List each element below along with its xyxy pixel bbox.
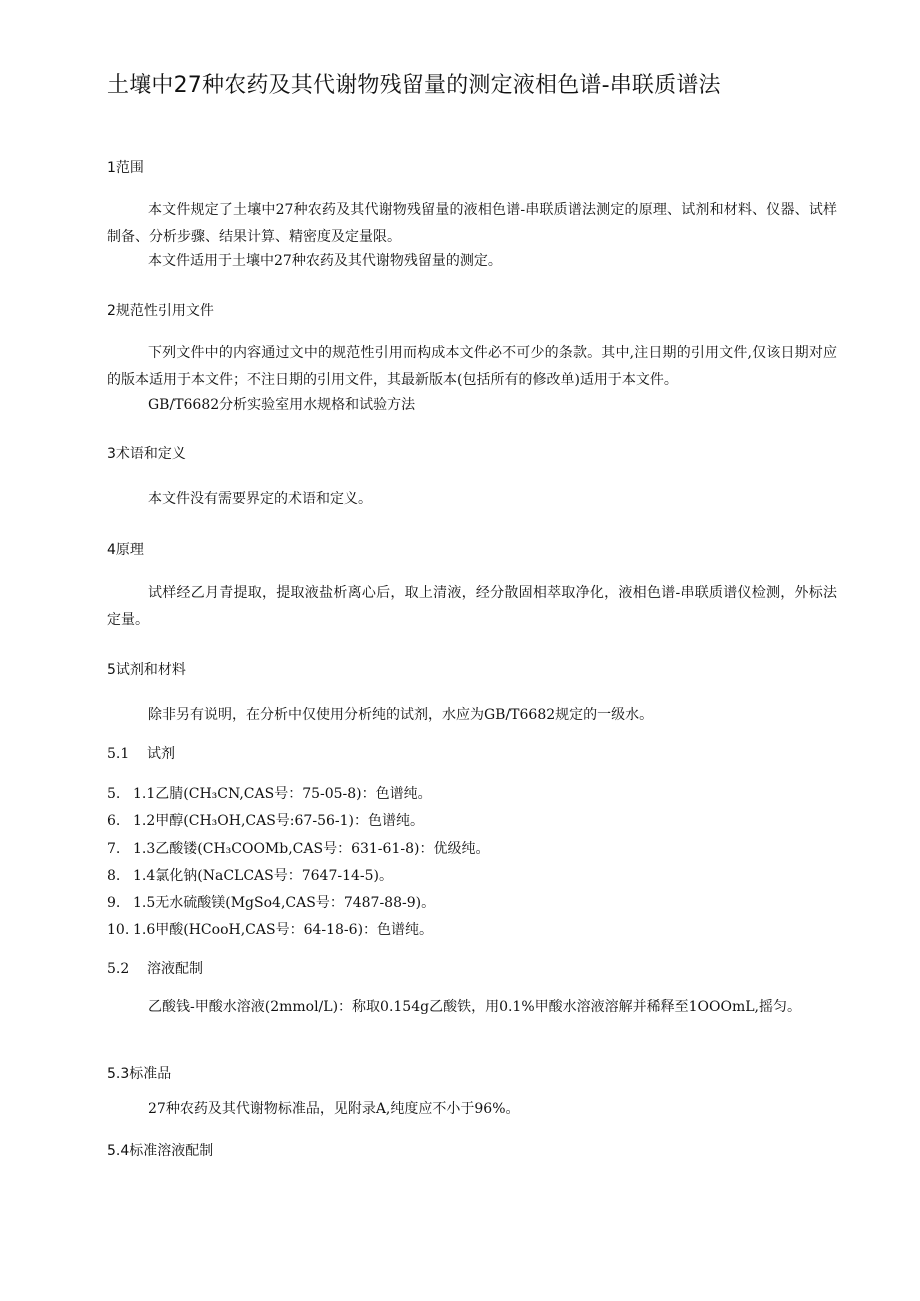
list-item-number: 8. bbox=[107, 868, 121, 884]
section-4-paragraph-1: 试样经乙月青提取，提取液盐析离心后，取上清液，经分散固相萃取净化，液相色谱-串联质谱仪检测，外标法定量。 bbox=[107, 585, 837, 628]
list-item-number: 10. bbox=[107, 922, 130, 938]
list-item bbox=[107, 864, 837, 888]
list-item bbox=[107, 837, 837, 861]
list-item-number: 9. bbox=[107, 895, 121, 911]
list-item-text: 1.6甲酸(HCooH,CAS号：64-18-6)：色谱纯。 bbox=[133, 922, 434, 938]
list-item-text: 1.1乙腈(CH₃CN,CAS号：75-05-8)：色谱纯。 bbox=[133, 786, 432, 802]
list-item bbox=[107, 782, 837, 806]
list-item bbox=[107, 918, 837, 942]
section-2-reference: GB/T6682分析实验室用水规格和试验方法 bbox=[148, 397, 416, 413]
list-item-text: 1.2甲醇(CH₃OH,CAS号:67-56-1)：色谱纯。 bbox=[133, 813, 424, 829]
section-5-heading: 5试剂和材料 bbox=[107, 662, 186, 678]
list-item-text: 1.3乙酸镂(CH₃COOMb,CAS号：631-61-8)：优级纯。 bbox=[133, 841, 490, 857]
section-5-3-paragraph: 27种农药及其代谢物标准品，见附录A,纯度应不小于96%。 bbox=[148, 1101, 520, 1117]
section-5-3-heading: 5.3标准品 bbox=[107, 1066, 172, 1082]
section-5-2-label: 溶液配制 bbox=[147, 961, 203, 977]
list-item-number: 5. bbox=[107, 786, 121, 802]
document-title: 土壤中27种农药及其代谢物残留量的测定液相色谱-串联质谱法 bbox=[107, 73, 721, 98]
section-5-4-heading: 5.4标准溶液配制 bbox=[107, 1143, 214, 1159]
section-5-paragraph-1: 除非另有说明，在分析中仅使用分析纯的试剂，水应为GB/T6682规定的一级水。 bbox=[148, 707, 654, 723]
section-5-2-paragraph: 乙酸钱-甲酸水溶液(2mmol∕L)：称取0.154g乙酸铁，用0.1%甲酸水溶液溶解并稀释至1OOOmL,摇匀。 bbox=[148, 999, 802, 1015]
section-3-heading: 3术语和定义 bbox=[107, 446, 186, 462]
section-5-2-number: 5.2 bbox=[107, 961, 130, 977]
section-1-paragraph-1: 本文件规定了土壤中27种农药及其代谢物残留量的液相色谱-串联质谱法测定的原理、试剂和材料、仪器、试样制备、分析步骤、结果计算、精密度及定量限。 bbox=[107, 202, 837, 245]
section-2-heading: 2规范性引用文件 bbox=[107, 303, 214, 319]
section-5-2-heading bbox=[107, 957, 837, 981]
list-item-number: 6. bbox=[107, 813, 121, 829]
section-1-paragraph-2: 本文件适用于土壤中27种农药及其代谢物残留量的测定。 bbox=[148, 253, 502, 269]
list-item bbox=[107, 891, 837, 915]
section-4-heading: 4原理 bbox=[107, 542, 144, 558]
section-2-paragraph-1: 下列文件中的内容通过文中的规范性引用而构成本文件必不可少的条款。其中,注日期的引用文件,仅该日期对应的版本适用于本文件；不注日期的引用文件，其最新版本(包括所有的修改单)适用于本文件。 bbox=[107, 345, 837, 388]
list-item-text: 1.5无水硫酸镁(MgSo4,CAS号：7487-88-9)。 bbox=[133, 895, 436, 911]
section-3-paragraph-1: 本文件没有需要界定的术语和定义。 bbox=[148, 491, 372, 507]
section-1-heading: 1范围 bbox=[107, 160, 144, 176]
list-item-text: 1.4氯化钠(NaCLCAS号：7647-14-5)。 bbox=[133, 868, 394, 884]
section-5-1-heading bbox=[107, 742, 837, 766]
section-5-1-label: 试剂 bbox=[147, 746, 175, 762]
section-5-1-number: 5.1 bbox=[107, 746, 130, 762]
list-item-number: 7. bbox=[107, 841, 121, 857]
list-item bbox=[107, 809, 837, 833]
